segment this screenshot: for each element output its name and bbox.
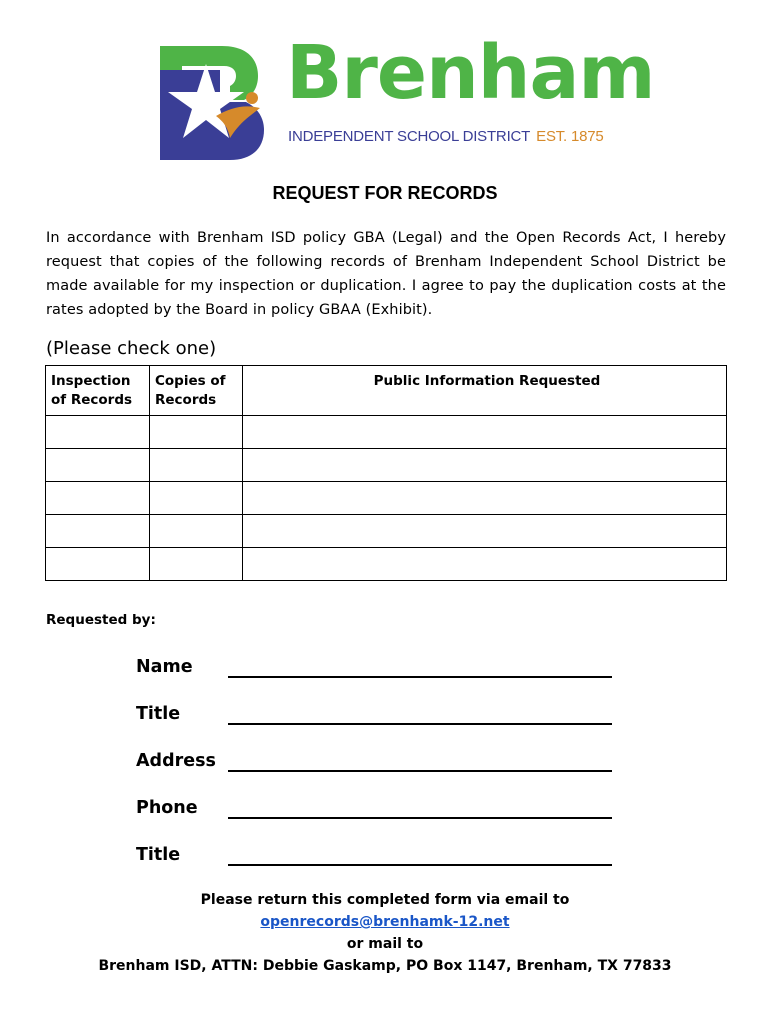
table-header-row bbox=[46, 366, 727, 416]
header-copies bbox=[150, 366, 243, 416]
phone-label: Phone bbox=[136, 798, 198, 818]
phone-field bbox=[136, 798, 626, 824]
logo-wordmark: Brenham bbox=[286, 30, 655, 116]
table-row bbox=[46, 416, 727, 449]
copies-checkbox-cell[interactable] bbox=[150, 548, 243, 581]
inspection-checkbox-cell[interactable] bbox=[46, 449, 150, 482]
title-input-line[interactable] bbox=[228, 723, 612, 725]
check-one-instruction: (Please check one) bbox=[46, 338, 217, 359]
header-inspection bbox=[46, 366, 150, 416]
inspection-checkbox-cell[interactable] bbox=[46, 482, 150, 515]
email-line bbox=[0, 911, 770, 933]
email-link[interactable]: openrecords@brenhamk-12.net bbox=[260, 914, 510, 930]
or-mail-to: or mail to bbox=[346, 936, 424, 952]
star-b-logo-icon bbox=[160, 46, 264, 160]
title-label: Title bbox=[136, 704, 181, 724]
address-field bbox=[136, 751, 626, 777]
requested-by-heading: Requested by: bbox=[46, 612, 156, 628]
table-row bbox=[46, 482, 727, 515]
table-row bbox=[46, 449, 727, 482]
title-field bbox=[136, 704, 626, 730]
inspection-checkbox-cell[interactable] bbox=[46, 548, 150, 581]
header-copies-line1: Copies of bbox=[155, 373, 226, 389]
table-row bbox=[46, 548, 727, 581]
address-input-line[interactable] bbox=[228, 770, 612, 772]
copies-checkbox-cell[interactable] bbox=[150, 449, 243, 482]
header-inspection-line2: of Records bbox=[51, 392, 133, 408]
district-logo bbox=[160, 30, 655, 160]
name-label: Name bbox=[136, 657, 193, 677]
logo-subtitle bbox=[288, 128, 604, 145]
copies-checkbox-cell[interactable] bbox=[150, 515, 243, 548]
phone-input-line[interactable] bbox=[228, 817, 612, 819]
intro-paragraph: In accordance with Brenham ISD policy GBA (Legal) and the Open Records Act, I hereby request that copies of the following records of Brenham Independent School District be made available for my inspection or duplication. I agree to pay the duplication costs at the rates adopted by the Board in policy GBAA (Exhibit). bbox=[46, 230, 726, 318]
table-row bbox=[46, 515, 727, 548]
header-copies-line2: Records bbox=[155, 392, 217, 408]
information-cell[interactable] bbox=[243, 548, 727, 581]
header-public-information: Public Information Requested bbox=[243, 366, 727, 416]
logo-district-text: INDEPENDENT SCHOOL DISTRICT bbox=[288, 128, 531, 145]
logo-established: EST. 1875 bbox=[536, 128, 604, 145]
header-inspection-line1: Inspection bbox=[51, 373, 131, 389]
return-instruction: Please return this completed form via email to bbox=[200, 892, 570, 908]
name-input-line[interactable] bbox=[228, 676, 612, 678]
inspection-checkbox-cell[interactable] bbox=[46, 416, 150, 449]
information-cell[interactable] bbox=[243, 482, 727, 515]
second-title-field bbox=[136, 845, 626, 871]
information-cell[interactable] bbox=[243, 515, 727, 548]
copies-checkbox-cell[interactable] bbox=[150, 416, 243, 449]
records-table bbox=[45, 365, 727, 581]
second-title-label: Title bbox=[136, 845, 181, 865]
form-title: REQUEST FOR RECORDS bbox=[272, 183, 498, 203]
second-title-input-line[interactable] bbox=[228, 864, 612, 866]
name-field bbox=[136, 657, 626, 683]
copies-checkbox-cell[interactable] bbox=[150, 482, 243, 515]
information-cell[interactable] bbox=[243, 449, 727, 482]
information-cell[interactable] bbox=[243, 416, 727, 449]
address-label: Address bbox=[136, 751, 216, 771]
mailing-address: Brenham ISD, ATTN: Debbie Gaskamp, PO Box 1147, Brenham, TX 77833 bbox=[98, 958, 672, 974]
inspection-checkbox-cell[interactable] bbox=[46, 515, 150, 548]
